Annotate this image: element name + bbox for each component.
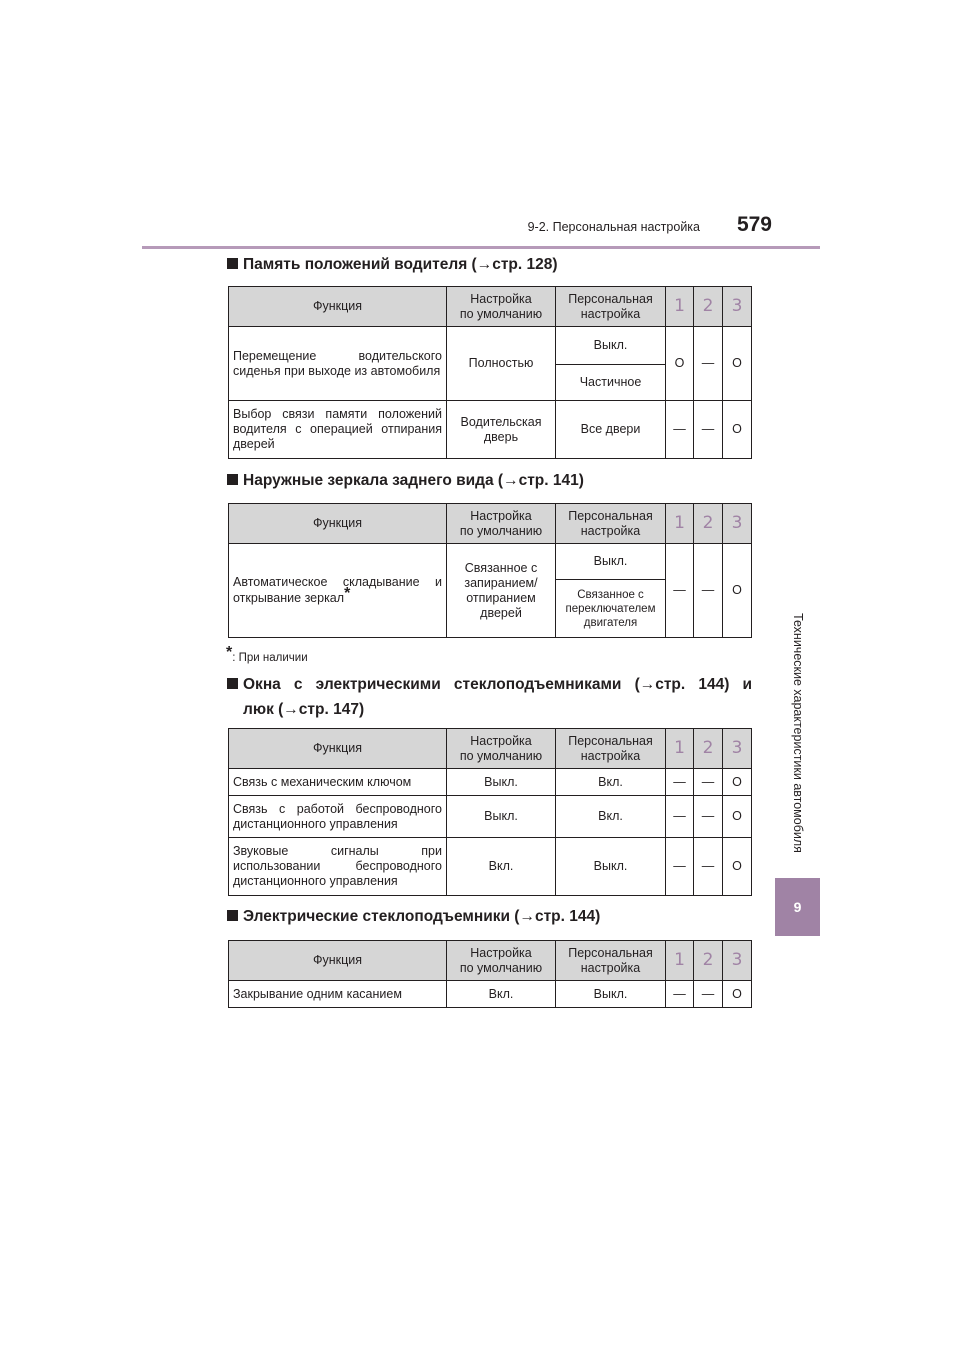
- number-2-icon: 2: [702, 295, 714, 316]
- column-header-1: [666, 287, 694, 327]
- table-row: [229, 544, 752, 580]
- column-header-3: [723, 504, 752, 544]
- footnote-asterisk: *: [226, 644, 233, 661]
- column-header-3: [723, 941, 752, 981]
- square-bullet-icon: [227, 258, 238, 269]
- mark-cell-1: —: [666, 769, 694, 796]
- mark-cell-3: O: [723, 401, 752, 459]
- square-bullet-icon: [227, 474, 238, 485]
- footnote: [226, 644, 308, 666]
- table-header-row: [229, 287, 752, 327]
- section-title-power-windows: Электрические стеклоподъемники (→стр. 144): [227, 904, 752, 929]
- page-number: 579: [736, 213, 772, 236]
- default-cell: Вкл.: [447, 838, 556, 896]
- chapter-number: 9: [793, 899, 802, 915]
- table-row: [229, 327, 752, 365]
- default-cell: Вкл.: [447, 981, 556, 1008]
- footnote-marker: *: [344, 585, 351, 602]
- custom-cell: Выкл.: [556, 544, 666, 580]
- mark-cell-3: O: [723, 769, 752, 796]
- outside-mirrors-table: [228, 503, 752, 638]
- mark-cell-2: —: [694, 769, 723, 796]
- number-2-icon: 2: [702, 512, 714, 533]
- number-3-icon: 3: [731, 512, 743, 533]
- column-header-default: Настройка по умолчанию: [447, 941, 556, 981]
- mark-cell-1: —: [666, 981, 694, 1008]
- custom-cell: Вкл.: [556, 796, 666, 838]
- column-header-default: Настройка по умолчанию: [447, 287, 556, 327]
- mark-cell-2: —: [694, 327, 723, 401]
- column-header-custom: Персональная настройка: [556, 504, 666, 544]
- table-row: [229, 769, 752, 796]
- function-cell: Выбор связи памяти положений водителя с операцией отпирания дверей: [229, 401, 447, 459]
- number-2-icon: 2: [702, 737, 714, 758]
- function-cell: Звуковые сигналы при использовании беспроводного дистанционного управления: [229, 838, 447, 896]
- table-row: [229, 401, 752, 459]
- number-1-icon: 1: [674, 949, 685, 970]
- mark-cell-3: O: [723, 544, 752, 638]
- mark-cell-2: —: [694, 401, 723, 459]
- number-2-icon: 2: [702, 949, 714, 970]
- table-header-row: [229, 941, 752, 981]
- column-header-2: [694, 729, 723, 769]
- number-3-icon: 3: [731, 295, 743, 316]
- function-cell: Закрывание одним касанием: [229, 981, 447, 1008]
- column-header-function: Функция: [229, 287, 447, 327]
- mark-cell-2: —: [694, 838, 723, 896]
- driver-memory-table: [228, 286, 752, 459]
- column-header-2: [694, 941, 723, 981]
- square-bullet-icon: [227, 910, 238, 921]
- default-cell: Связанное с запиранием/ отпиранием дверей: [447, 544, 556, 638]
- number-1-icon: 1: [674, 295, 685, 316]
- column-header-1: [666, 941, 694, 981]
- default-cell: Полностью: [447, 327, 556, 401]
- mark-cell-3: O: [723, 981, 752, 1008]
- mark-cell-1: —: [666, 544, 694, 638]
- table-row: [229, 981, 752, 1008]
- section-title-outside-mirrors: Наружные зеркала заднего вида (→стр. 141): [227, 468, 752, 493]
- table-header-row: [229, 504, 752, 544]
- custom-cell: Вкл.: [556, 769, 666, 796]
- number-3-icon: 3: [731, 737, 743, 758]
- column-header-default: Настройка по умолчанию: [447, 504, 556, 544]
- section-title-line-2: люк (→стр. 147): [243, 701, 365, 718]
- number-3-icon: 3: [731, 949, 743, 970]
- mark-cell-3: O: [723, 838, 752, 896]
- mark-cell-1: —: [666, 401, 694, 459]
- chapter-title-vertical: Технические характеристики автомобиля: [791, 613, 805, 853]
- column-header-custom: Персональная настройка: [556, 941, 666, 981]
- table-row: [229, 796, 752, 838]
- custom-cell: Выкл.: [556, 327, 666, 365]
- column-header-function: Функция: [229, 941, 447, 981]
- power-windows-sunroof-table: [228, 728, 752, 896]
- default-cell: Выкл.: [447, 769, 556, 796]
- mark-cell-1: O: [666, 327, 694, 401]
- chapter-tab: [775, 878, 820, 936]
- default-cell: Водительская дверь: [447, 401, 556, 459]
- number-1-icon: 1: [674, 512, 685, 533]
- table-header-row: [229, 729, 752, 769]
- section-heading: 9-2. Персональная настройка: [527, 220, 700, 234]
- number-1-icon: 1: [674, 737, 685, 758]
- column-header-custom: Персональная настройка: [556, 729, 666, 769]
- column-header-1: [666, 729, 694, 769]
- column-header-3: [723, 287, 752, 327]
- column-header-1: [666, 504, 694, 544]
- column-header-default: Настройка по умолчанию: [447, 729, 556, 769]
- mark-cell-2: —: [694, 544, 723, 638]
- mark-cell-1: —: [666, 838, 694, 896]
- power-windows-table: [228, 940, 752, 1008]
- column-header-2: [694, 287, 723, 327]
- mark-cell-2: —: [694, 796, 723, 838]
- custom-cell: Выкл.: [556, 838, 666, 896]
- function-cell: Автоматическое складывание и открывание зеркал*: [229, 544, 447, 638]
- square-bullet-icon: [227, 678, 238, 689]
- function-cell: Связь с работой беспроводного дистанционного управления: [229, 796, 447, 838]
- section-title-power-windows-sunroof: [227, 672, 752, 722]
- mark-cell-3: O: [723, 327, 752, 401]
- function-cell: Связь с механическим ключом: [229, 769, 447, 796]
- custom-cell: Выкл.: [556, 981, 666, 1008]
- mark-cell-3: O: [723, 796, 752, 838]
- section-title-line-1: Окна с электрическими стеклоподъемниками (→стр. 144) и: [227, 672, 752, 697]
- function-cell: Перемещение водительского сиденья при выходе из автомобиля: [229, 327, 447, 401]
- column-header-function: Функция: [229, 729, 447, 769]
- column-header-custom: Персональная настройка: [556, 287, 666, 327]
- table-row: [229, 838, 752, 896]
- footnote-text: : При наличии: [232, 652, 308, 664]
- column-header-3: [723, 729, 752, 769]
- default-cell: Выкл.: [447, 796, 556, 838]
- custom-cell: Все двери: [556, 401, 666, 459]
- page-header: [142, 212, 820, 249]
- column-header-2: [694, 504, 723, 544]
- custom-cell: Связанное с переключателем двигателя: [556, 580, 666, 638]
- column-header-function: Функция: [229, 504, 447, 544]
- mark-cell-2: —: [694, 981, 723, 1008]
- mark-cell-1: —: [666, 796, 694, 838]
- custom-cell: Частичное: [556, 365, 666, 401]
- section-title-driver-memory: Память положений водителя (→стр. 128): [227, 252, 752, 277]
